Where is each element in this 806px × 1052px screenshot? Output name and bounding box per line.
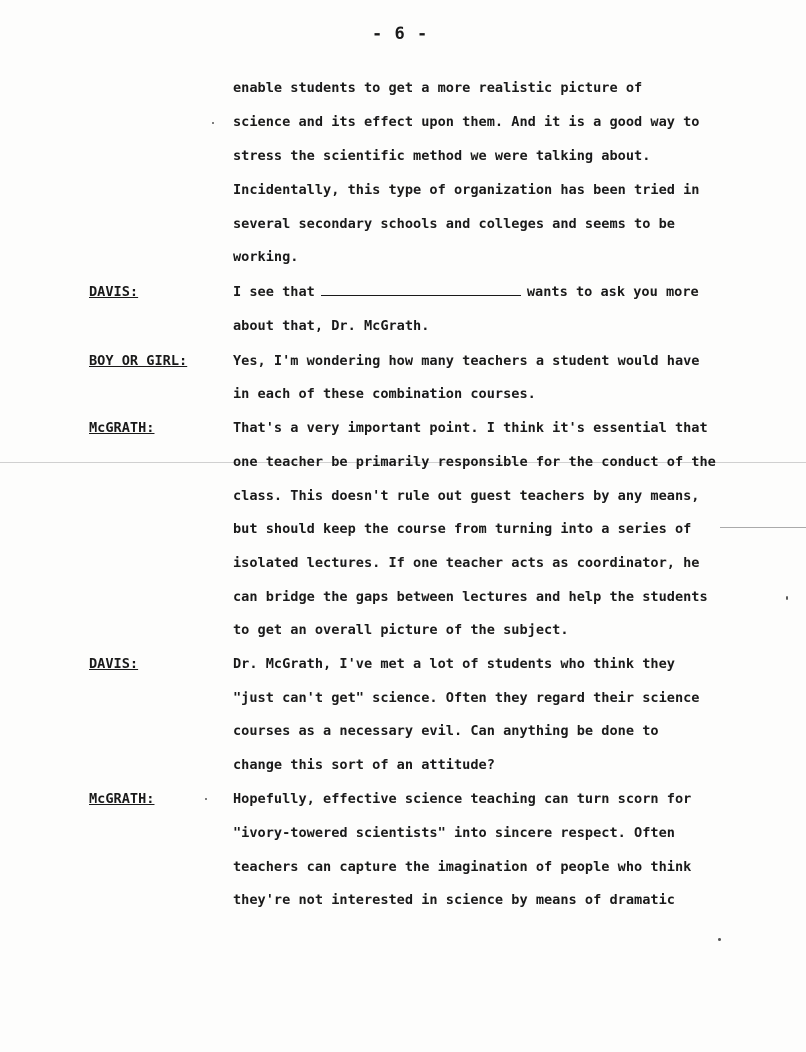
- text-line: to get an overall picture of the subject.: [233, 622, 569, 638]
- speaker-label: DAVIS:: [89, 656, 139, 672]
- text-line: several secondary schools and colleges and seems to be: [233, 216, 675, 232]
- text-line: class. This doesn't rule out guest teachers by any means,: [233, 488, 700, 504]
- page-number: - 6 -: [372, 24, 429, 44]
- speaker-label: McGRATH:: [89, 420, 155, 436]
- text-line: in each of these combination courses.: [233, 386, 536, 402]
- text-line-with-blank: [233, 283, 699, 301]
- text-line: about that, Dr. McGrath.: [233, 318, 430, 334]
- speaker-label: DAVIS:: [89, 284, 139, 300]
- text-line: but should keep the course from turning into a series of: [233, 521, 692, 537]
- text-line: courses as a necessary evil. Can anything be done to: [233, 723, 659, 739]
- text-line: Dr. McGrath, I've met a lot of students who think they: [233, 656, 675, 672]
- text-line: "ivory-towered scientists" into sincere respect. Often: [233, 825, 675, 841]
- text-line: can bridge the gaps between lectures and help the students: [233, 589, 708, 605]
- speaker-label: BOY OR GIRL:: [89, 353, 188, 369]
- text-line: "just can't get" science. Often they regard their science: [233, 690, 700, 706]
- scan-artifact-line: [720, 527, 806, 528]
- scan-speck: [718, 938, 721, 941]
- scan-speck: [786, 596, 788, 600]
- text-line: science and its effect upon them. And it is a good way to: [233, 114, 700, 130]
- text-fragment: wants to ask you more: [526, 284, 699, 300]
- text-line: working.: [233, 249, 299, 265]
- text-line: they're not interested in science by means of dramatic: [233, 892, 675, 908]
- text-line: Hopefully, effective science teaching can turn scorn for: [233, 791, 692, 807]
- text-line: enable students to get a more realistic picture of: [233, 80, 643, 96]
- scan-speck: [212, 122, 214, 124]
- scan-speck: [205, 798, 207, 800]
- text-line: teachers can capture the imagination of people who think: [233, 859, 692, 875]
- text-fragment: I see that: [233, 284, 315, 300]
- text-line: isolated lectures. If one teacher acts as coordinator, he: [233, 555, 700, 571]
- text-line: one teacher be primarily responsible for the conduct of the: [233, 454, 716, 470]
- text-line: That's a very important point. I think it's essential that: [233, 420, 708, 436]
- fill-in-blank: [321, 294, 521, 296]
- text-line: change this sort of an attitude?: [233, 757, 495, 773]
- text-line: Incidentally, this type of organization has been tried in: [233, 182, 700, 198]
- text-line: Yes, I'm wondering how many teachers a student would have: [233, 353, 700, 369]
- speaker-label: McGRATH:: [89, 791, 155, 807]
- text-line: stress the scientific method we were talking about.: [233, 148, 651, 164]
